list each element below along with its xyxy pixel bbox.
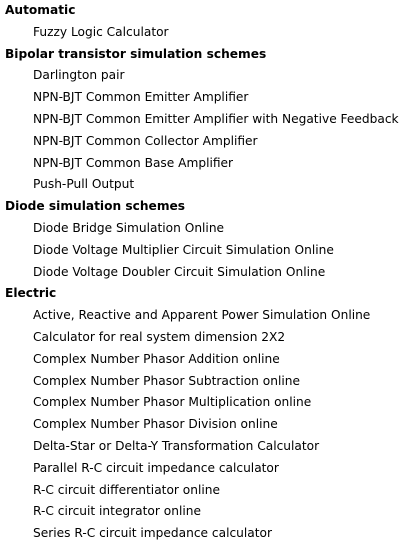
- list-item-link[interactable]: Diode Bridge Simulation Online: [33, 220, 225, 235]
- category-heading: Automatic: [5, 3, 76, 17]
- list-item-link[interactable]: Active, Reactive and Apparent Power Simulation Online: [33, 308, 371, 323]
- list-item-link[interactable]: NPN-BJT Common Emitter Amplifier with Negative Feedback: [33, 111, 399, 126]
- list-item-link[interactable]: Calculator for real system dimension 2X2: [33, 329, 286, 344]
- category-heading: Electric: [5, 286, 57, 301]
- list-item-link[interactable]: Complex Number Phasor Division online: [33, 417, 278, 432]
- list-item-link[interactable]: Complex Number Phasor Addition online: [33, 351, 280, 366]
- list-item-link[interactable]: Parallel R-C circuit impedance calculator: [33, 460, 279, 475]
- list-item-link[interactable]: Complex Number Phasor Multiplication online: [33, 395, 312, 410]
- list-item-link[interactable]: R-C circuit differentiator online: [33, 482, 220, 497]
- list-item-link[interactable]: NPN-BJT Common Base Amplifier: [33, 155, 234, 170]
- category-heading: Diode simulation schemes: [5, 199, 186, 214]
- list-item-link[interactable]: Darlington pair: [33, 68, 125, 83]
- list-item-link[interactable]: NPN-BJT Common Emitter Amplifier: [33, 90, 249, 105]
- list-item-link[interactable]: Complex Number Phasor Subtraction online: [33, 373, 300, 388]
- category-heading: Bipolar transistor simulation schemes: [5, 46, 267, 61]
- list-item-link[interactable]: Push-Pull Output: [33, 177, 135, 192]
- list-item-link[interactable]: Delta-Star or Delta-Y Transformation Calculator: [33, 438, 320, 453]
- list-item-link[interactable]: Fuzzy Logic Calculator: [33, 24, 169, 39]
- list-item-link[interactable]: NPN-BJT Common Collector Amplifier: [33, 133, 258, 148]
- list-item-link[interactable]: Diode Voltage Doubler Circuit Simulation Online: [33, 264, 326, 279]
- list-item-link[interactable]: Diode Voltage Multiplier Circuit Simulation Online: [33, 242, 334, 257]
- list-item-link[interactable]: R-C circuit integrator online: [33, 504, 201, 519]
- list-item-link[interactable]: Series R-C circuit impedance calculator: [33, 526, 272, 541]
